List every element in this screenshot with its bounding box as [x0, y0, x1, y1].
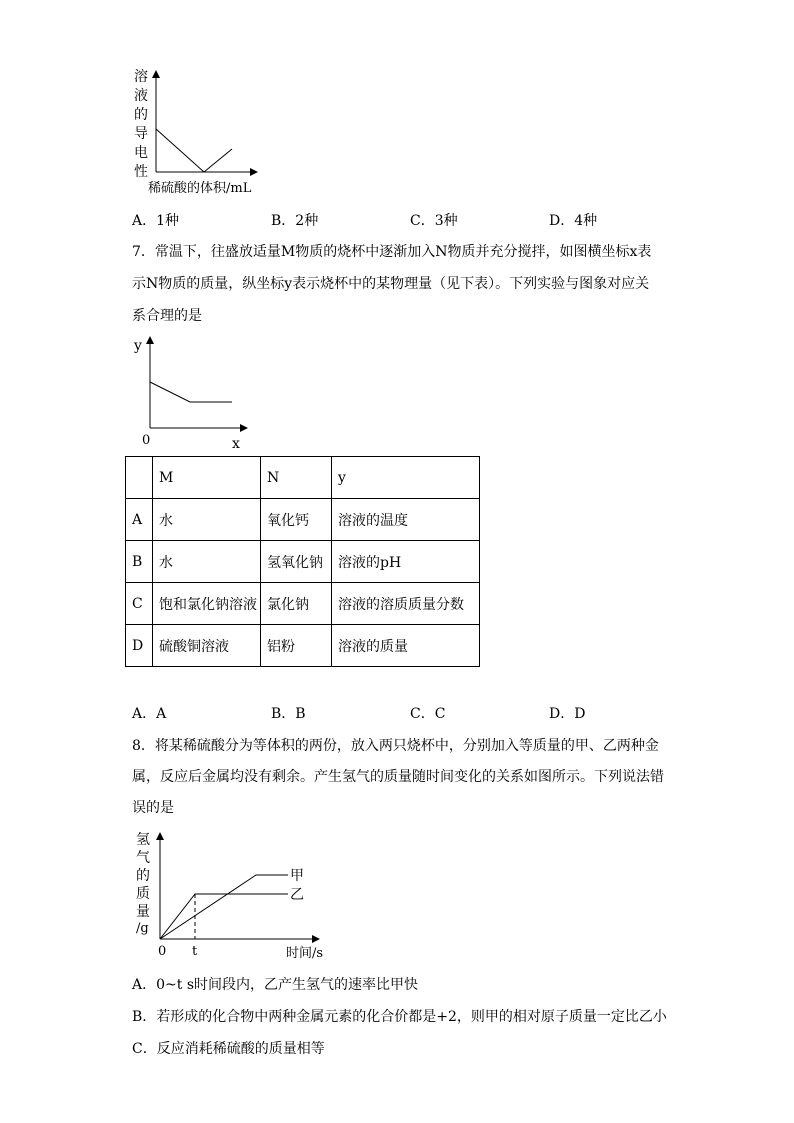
y-axis-label-char: 电	[134, 145, 148, 161]
series-line-jia	[160, 875, 288, 939]
q8-stem-line: 误的是	[132, 800, 174, 816]
table-cell: D	[126, 625, 153, 667]
table-row	[126, 499, 480, 541]
series-label-jia: 甲	[290, 868, 304, 884]
y-axis-label: y	[134, 338, 142, 354]
table-cell: 铝粉	[261, 625, 332, 667]
y-axis-label-char: /g	[136, 921, 149, 936]
series-label-yi: 乙	[290, 887, 304, 903]
series-line-yi	[160, 894, 288, 939]
x-axis-label: x	[232, 436, 240, 452]
table-cell: 饱和氯化钠溶液	[153, 583, 261, 625]
y-axis-label-char: 的	[136, 868, 150, 884]
table-cell: A	[126, 499, 153, 541]
q7-option-a[interactable]: A．A	[132, 706, 167, 722]
y-axis-label-char: 的	[134, 107, 148, 123]
x-axis-label: 稀硫酸的体积/mL	[148, 181, 252, 196]
x-axis-label: 时间/s	[286, 946, 324, 961]
q6-option-b[interactable]: B．2种	[271, 213, 319, 229]
q7-graph	[128, 332, 253, 454]
q7-stem-line: 系合理的是	[132, 308, 202, 324]
table-row	[126, 541, 480, 583]
y-axis-label-char: 性	[134, 164, 148, 180]
table-cell: 水	[153, 499, 261, 541]
y-axis-label-char: 质	[136, 886, 150, 902]
table-cell: 水	[153, 541, 261, 583]
table-cell: 硫酸铜溶液	[153, 625, 261, 667]
q8-option-c[interactable]: C．反应消耗稀硫酸的质量相等	[132, 1041, 325, 1057]
q7-table	[125, 456, 480, 667]
q6-option-d[interactable]: D．4种	[549, 213, 598, 229]
q8-stem-line: 8．将某稀硫酸分为等体积的两份，放入两只烧杯中，分别加入等质量的甲、乙两种金	[132, 738, 659, 754]
table-header-row	[126, 457, 480, 499]
q7-curve	[150, 382, 232, 402]
table-cell	[126, 457, 153, 499]
y-axis-label-char: 氢	[136, 832, 150, 848]
q7-option-d[interactable]: D．D	[549, 706, 586, 722]
conductivity-curve	[156, 129, 232, 172]
conductivity-graph	[128, 64, 278, 200]
table-cell: 氧化钙	[261, 499, 332, 541]
table-cell: C	[126, 583, 153, 625]
q7-stem-line: 示N物质的质量，纵坐标y表示烧杯中的某物理量（见下表）。下列实验与图象对应关	[132, 276, 650, 292]
table-cell: 溶液的pH	[332, 541, 480, 583]
table-row	[126, 625, 480, 667]
q8-stem-line: 属，反应后金属均没有剩余。产生氢气的质量随时间变化的关系如图所示。下列说法错	[132, 769, 664, 785]
q7-option-c[interactable]: C．C	[410, 706, 446, 722]
q7-stem-line: 7．常温下，往盛放适量M物质的烧杯中逐渐加入N物质并充分搅拌，如图横坐标x表	[132, 244, 652, 260]
q7-option-b[interactable]: B．B	[271, 706, 306, 722]
table-row	[126, 583, 480, 625]
q8-option-a[interactable]: A．0~t s时间段内，乙产生氢气的速率比甲快	[132, 977, 419, 993]
table-cell: 溶液的温度	[332, 499, 480, 541]
table-cell: 氢氧化钠	[261, 541, 332, 583]
y-axis-label-char: 导	[134, 126, 148, 142]
origin-label: 0	[142, 433, 151, 448]
y-axis-label-char: 溶	[134, 69, 148, 85]
origin-label: 0	[158, 944, 167, 959]
y-axis-label-char: 量	[136, 904, 150, 920]
q6-option-a[interactable]: A．1种	[132, 213, 180, 229]
table-cell: y	[332, 457, 480, 499]
q8-option-b[interactable]: B．若形成的化合物中两种金属元素的化合价都是+2，则甲的相对原子质量一定比乙小	[132, 1009, 667, 1025]
table-cell: B	[126, 541, 153, 583]
table-cell: M	[153, 457, 261, 499]
table-cell: 溶液的质量	[332, 625, 480, 667]
table-cell: N	[261, 457, 332, 499]
y-axis-label-char: 气	[136, 850, 150, 866]
t-tick-label: t	[192, 944, 198, 959]
table-cell: 氯化钠	[261, 583, 332, 625]
y-axis-label-char: 液	[134, 88, 148, 104]
hydrogen-graph	[128, 826, 338, 964]
table-cell: 溶液的溶质质量分数	[332, 583, 480, 625]
q6-option-c[interactable]: C．3种	[410, 213, 458, 229]
